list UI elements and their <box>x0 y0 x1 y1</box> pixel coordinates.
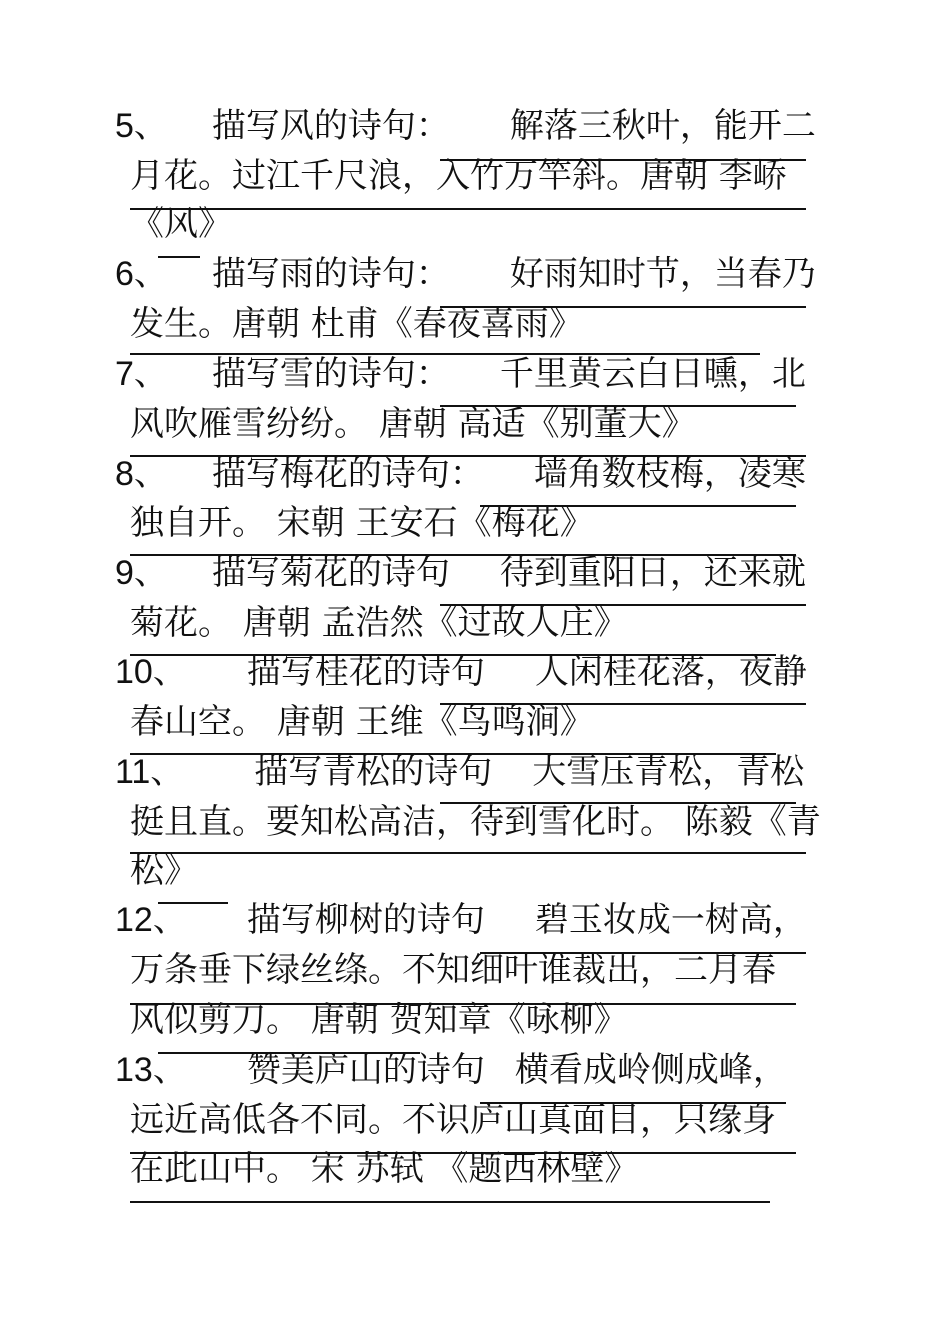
poem-line <box>130 802 821 842</box>
item-number: 5、 <box>115 107 168 145</box>
poem-text: 风吹雁雪纷纷。 唐朝 高适《别董大》 <box>130 404 696 444</box>
poem-text: 远近高低各不同。不识庐山真面目，只缘身 <box>130 1100 776 1140</box>
poem-text: 墙角数枝梅，凌寒 <box>533 454 806 494</box>
poem-line <box>130 950 776 990</box>
item-number: 6、 <box>115 255 168 293</box>
topic-label: 描写雨的诗句： <box>211 254 450 294</box>
poem-text: 独自开。 宋朝 王安石《梅花》 <box>130 503 594 543</box>
poem-line <box>115 1050 787 1090</box>
poem-line <box>130 1149 638 1189</box>
topic-label: 描写柳树的诗句 <box>246 900 485 940</box>
poem-text: 解落三秋叶，能开二 <box>509 106 816 146</box>
item-number: 8、 <box>115 455 168 493</box>
poem-line <box>130 304 583 344</box>
poem-text: 待到重阳日，还来就 <box>499 553 806 593</box>
poem-text: 横看成岭侧成峰， <box>514 1050 787 1090</box>
poem-line <box>130 156 787 196</box>
topic-label: 赞美庐山的诗句 <box>246 1050 485 1090</box>
poem-line <box>130 204 232 244</box>
poem-line <box>130 702 594 742</box>
poem-line <box>115 752 804 792</box>
poem-text: 菊花。 唐朝 孟浩然《过故人庄》 <box>130 603 628 643</box>
topic-label: 描写雪的诗句： <box>211 354 450 394</box>
item-number: 12、 <box>115 901 187 939</box>
poem-line <box>115 553 806 593</box>
topic-label: 描写菊花的诗句 <box>211 553 450 593</box>
poem-line <box>130 603 628 643</box>
item-number: 11、 <box>115 753 185 791</box>
topic-label: 描写青松的诗句 <box>254 752 493 792</box>
poem-text: 月花。过江千尺浪，入竹万竿斜。唐朝 李峤 <box>130 156 787 196</box>
poem-text: 碧玉妆成一树高， <box>534 900 807 940</box>
poem-text: 在此山中。 宋 苏轼 《题西林壁》 <box>130 1149 639 1189</box>
poem-line <box>115 900 807 940</box>
poem-text: 《风》 <box>130 204 232 244</box>
poem-line <box>130 503 594 543</box>
poem-line <box>115 354 806 394</box>
poem-text: 风似剪刀。 唐朝 贺知章《咏柳》 <box>130 1000 628 1040</box>
poem-text: 好雨知时节，当春乃 <box>509 254 816 294</box>
poem-line <box>130 1100 776 1140</box>
item-number: 9、 <box>115 554 168 592</box>
poem-text: 千里黄云白日曛，北 <box>499 354 806 394</box>
topic-label: 描写桂花的诗句 <box>246 652 485 692</box>
poem-line <box>115 254 816 294</box>
poem-text: 发生。唐朝 杜甫《春夜喜雨》 <box>130 304 583 344</box>
poem-text: 松》 <box>130 851 198 891</box>
poem-line <box>115 106 816 146</box>
item-number: 13、 <box>115 1051 187 1089</box>
poem-line <box>115 454 806 494</box>
topic-label: 描写梅花的诗句： <box>211 454 484 494</box>
poem-line <box>130 851 198 891</box>
item-number: 7、 <box>115 355 168 393</box>
poem-text: 挺且直。要知松高洁，待到雪化时。 陈毅《青 <box>130 802 821 842</box>
poem-text: 春山空。 唐朝 王维《鸟鸣涧》 <box>130 702 594 742</box>
poem-line <box>130 1000 628 1040</box>
poem-text: 大雪压青松，青松 <box>532 752 805 792</box>
poem-text: 人闲桂花落，夜静 <box>534 652 807 692</box>
poem-line <box>115 652 807 692</box>
poem-text: 万条垂下绿丝绦。不知细叶谁裁出，二月春 <box>130 950 776 990</box>
topic-label: 描写风的诗句： <box>211 106 450 146</box>
poem-line <box>130 404 696 444</box>
item-number: 10、 <box>115 653 187 691</box>
